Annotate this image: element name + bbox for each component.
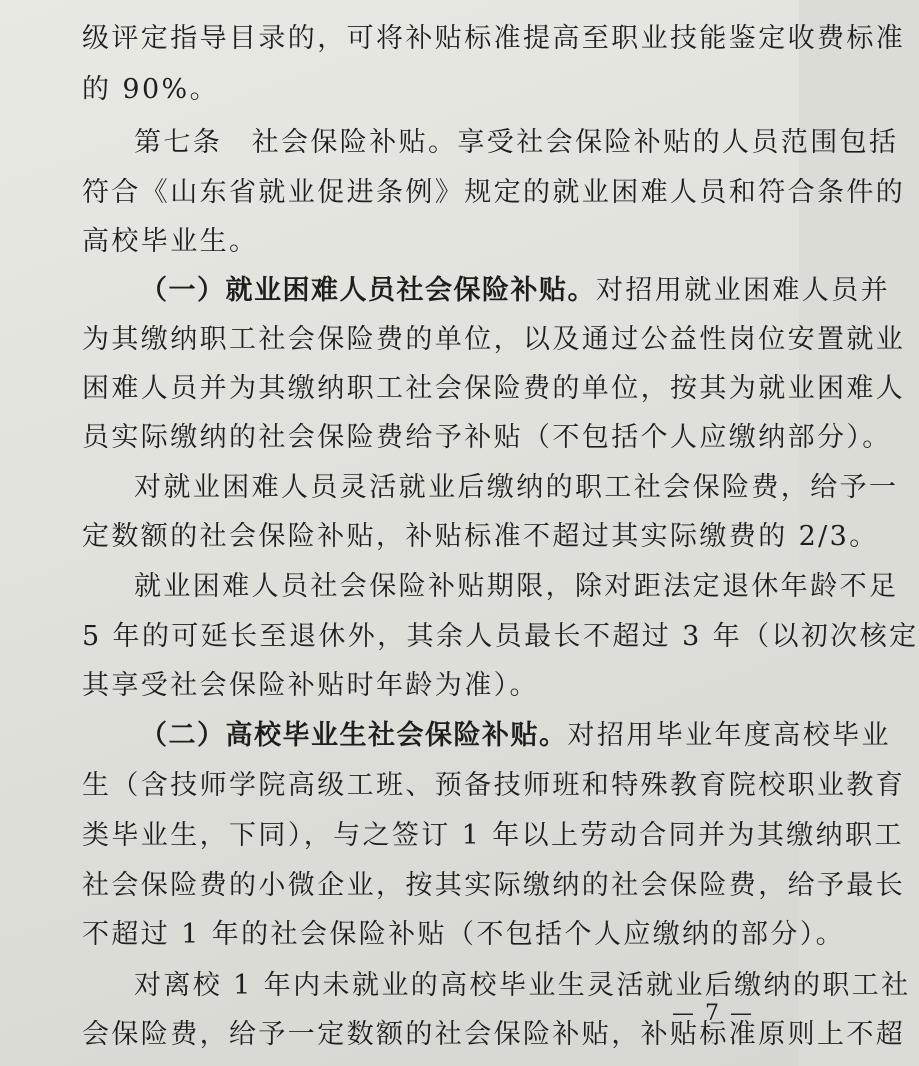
page-number: — 7 — xyxy=(672,1001,754,1026)
body-line: 为其缴纳职工社会保险费的单位，以及通过公益性岗位安置就业 xyxy=(82,324,906,355)
body-line: 就业困难人员社会保险补贴期限，除对距法定退休年龄不足 xyxy=(134,571,899,602)
body-line: 定数额的社会保险补贴，补贴标准不超过其实际缴费的 2/3。 xyxy=(82,521,879,552)
body-line: 生（含技师学院高级工班、预备技师班和特殊教育院校职业教育 xyxy=(82,770,906,801)
body-text: 对招用毕业年度高校毕业 xyxy=(567,720,891,751)
body-line: 级评定指导目录的，可将补贴标准提高至职业技能鉴定收费标准 xyxy=(82,23,906,54)
body-line: 符合《山东省就业促进条例》规定的就业困难人员和符合条件的 xyxy=(82,177,906,208)
body-line: 对离校 1 年内未就业的高校毕业生灵活就业后缴纳的职工社 xyxy=(134,970,911,1001)
body-line: 高校毕业生。 xyxy=(82,226,259,257)
body-line: 员实际缴纳的社会保险费给予补贴（不包括个人应缴纳部分）。 xyxy=(82,422,892,453)
section-heading-line xyxy=(140,273,890,309)
body-line: 困难人员并为其缴纳职工社会保险费的单位，按其为就业困难人 xyxy=(82,373,906,404)
article-7-line: 第七条 社会保险补贴。享受社会保险补贴的人员范围包括 xyxy=(134,127,899,158)
section-heading-line xyxy=(140,718,891,754)
body-line: 其享受社会保险补贴时年龄为准）。 xyxy=(82,670,539,701)
body-line: 对就业困难人员灵活就业后缴纳的职工社会保险费，给予一 xyxy=(134,472,899,503)
body-line: 类毕业生，下同），与之签订 1 年以上劳动合同并为其缴纳职工 xyxy=(82,820,904,851)
body-line: 5 年的可延长至退休外，其余人员最长不超过 3 年（以初次核定 xyxy=(82,621,919,652)
section-heading-1: （一）就业困难人员社会保险补贴。 xyxy=(140,275,596,306)
body-line: 的 90%。 xyxy=(82,74,219,105)
body-text: 对招用就业困难人员并 xyxy=(596,275,890,306)
body-line: 社会保险费的小微企业，按其实际缴纳的社会保险费，给予最长 xyxy=(82,870,906,901)
section-heading-2: （二）高校毕业生社会保险补贴。 xyxy=(140,720,568,751)
body-line: 不超过 1 年的社会保险补贴（不包括个人应缴纳的部分）。 xyxy=(82,919,846,950)
body-line: 会保险费，给予一定数额的社会保险补贴，补贴标准原则上不超 xyxy=(82,1019,906,1050)
